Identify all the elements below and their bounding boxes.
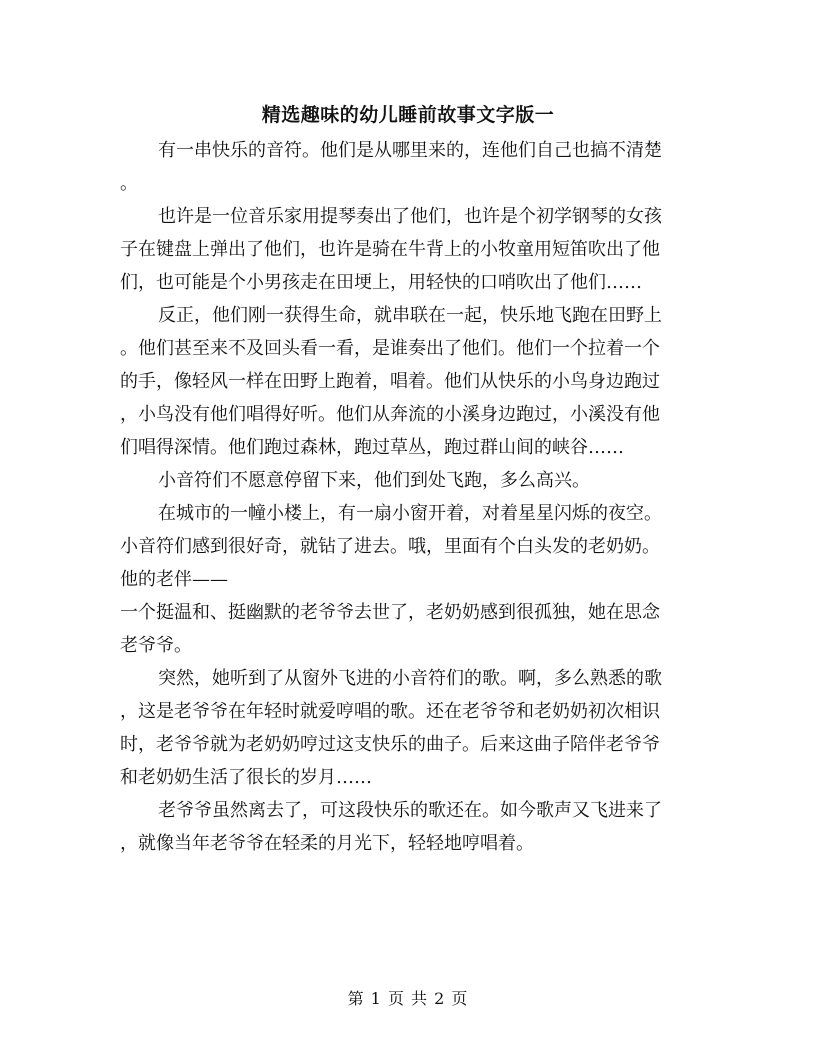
text-line: 突然，她听到了从窗外飞进的小音符们的歌。啊，多么熟悉的歌 xyxy=(158,668,662,689)
text-line: 。 xyxy=(120,173,138,194)
text-line: ，这是老爷爷在年轻时就爱哼唱的歌。还在老爷爷和老奶奶初次相识 xyxy=(120,701,660,722)
document-title: 精选趣味的幼儿睡前故事文字版一 xyxy=(261,104,555,126)
text-line: 们，也可能是个小男孩走在田埂上，用轻快的口哨吹出了他们…… xyxy=(120,272,642,293)
page-footer: 第 1 页 共 2 页 xyxy=(347,989,469,1008)
text-line: 有一串快乐的音符。他们是从哪里来的，连他们自己也搞不清楚 xyxy=(158,140,662,161)
text-line: 也许是一位音乐家用提琴奏出了他们，也许是个初学钢琴的女孩 xyxy=(158,206,662,227)
text-line: ，小鸟没有他们唱得好听。他们从奔流的小溪身边跑过，小溪没有他 xyxy=(120,404,660,425)
text-line: 小音符们感到很好奇，就钻了进去。哦，里面有个白头发的老奶奶。 xyxy=(120,536,660,557)
text-line: 老爷爷虽然离去了，可这段快乐的歌还在。如今歌声又飞进来了 xyxy=(158,800,662,821)
text-line: 在城市的一幢小楼上，有一扇小窗开着，对着星星闪烁的夜空。 xyxy=(158,503,662,524)
text-line: 一个挺温和、挺幽默的老爷爷去世了，老奶奶感到很孤独，她在思念 xyxy=(120,602,660,623)
story-body xyxy=(120,134,695,860)
text-line: 小音符们不愿意停留下来，他们到处飞跑，多么高兴。 xyxy=(158,470,590,491)
text-line: 。他们甚至来不及回头看一看，是谁奏出了他们。他们一个拉着一个 xyxy=(120,338,660,359)
text-line: 时，老爷爷就为老奶奶哼过这支快乐的曲子。后来这曲子陪伴老爷爷 xyxy=(120,734,660,755)
text-line: 子在键盘上弹出了他们，也许是骑在牛背上的小牧童用短笛吹出了他 xyxy=(120,239,660,260)
text-line: 的手，像轻风一样在田野上跑着，唱着。他们从快乐的小鸟身边跑过 xyxy=(120,371,660,392)
text-line: 和老奶奶生活了很长的岁月…… xyxy=(120,767,372,788)
text-line: 老爷爷。 xyxy=(120,635,192,656)
text-line: ，就像当年老爷爷在轻柔的月光下，轻轻地哼唱着。 xyxy=(120,833,534,854)
text-line: 他的老伴—— xyxy=(120,569,228,590)
text-line: 反正，他们刚一获得生命，就串联在一起，快乐地飞跑在田野上 xyxy=(158,305,662,326)
text-line: 们唱得深情。他们跑过森林，跑过草丛，跑过群山间的峡谷…… xyxy=(120,437,624,458)
